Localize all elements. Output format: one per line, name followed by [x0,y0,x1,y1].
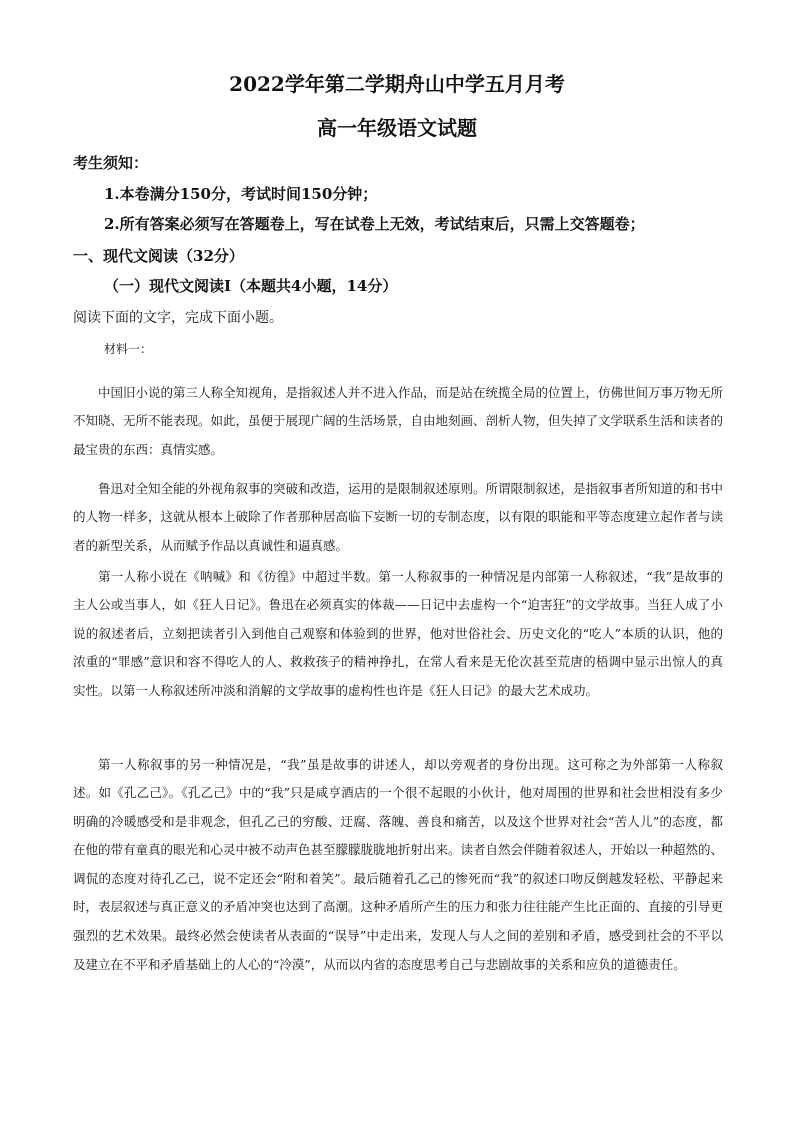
material-paragraph: 鲁迅对全知全能的外视角叙事的突破和改造，运用的是限制叙述原则。所谓限制叙述，是指叙事者所知道的和书中的人物一样多，这就从根本上破除了作者那种居高临下妄断一切的专制态度，以有限的职能和平等态度建立起作者与读者的新型关系，从而赋予作品以真诚性和逼真感。 [73,480,724,553]
reading-instruction: 阅读下面的文字，完成下面小题。 [73,310,283,326]
notice-heading: 考生须知： [73,154,149,172]
material-paragraph: 第一人称小说在《呐喊》和《彷徨》中超过半数。第一人称叙事的一种情况是内部第一人称叙述，“我”是故事的主人公或当事人，如《狂人日记》。鲁迅在必须真实的体裁——日记中去虚构一个“迫害狂”的文学故事。当狂人成了小说的叙述者后，立刻把读者引入到他自己观察和体验到的世界，他对世俗社会、历史文化的“吃人”本质的认识，他的浓重的“罪感”意识和容不得吃人的人、救救孩子的精神挣扎，在常人看来是无伦次甚至荒唐的梧调中显示出惊人的真实性。以第一人称叙述所冲淡和消解的文学故事的虚构性也许是《狂人日记》的最大艺术成功。 [73,568,723,698]
section-heading: 一、现代文阅读（32分） [73,247,244,265]
exam-subtitle: 高一年级语文试题 [317,116,477,140]
material-label: 材料一： [104,342,153,356]
notice-item: 1.本卷满分150分，考试时间150分钟； [104,185,378,203]
material-paragraph: 第一人称叙事的另一种情况是，“我”虽是故事的讲述人，却以旁观者的身份出现。这可称之为外部第一人称叙述。如《孔乙己》。《孔乙己》中的“我”只是咸亨酒店的一个很不起眼的小伙计，他对周围的世界和社会世相没有多少明确的冷暖感受和是非观念，但孔乙己的穷酸、迂腐、落魄、善良和痛苦，以及这个世界对社会“苦人儿”的态度，都在他的带有童真的眼光和心灵中被不动声色甚至朦朦胧胧地折射出来。读者自然会伴随着叙述人，开始以一种超然的、调侃的态度对待孔乙己，说不定还会“附和着笑”。最后随着孔乙己的惨死而“我”的叙述口吻反倒越发轻松、平静起来时，表层叙述与真正意义的矛盾冲突也达到了高潮。这种矛盾所产生的压力和张力往往能产生比正面的、直接的引导更强烈的艺术效果。最终必然会使读者从表面的“误导”中走出来，发现人与人之间的差别和矛盾，感受到社会的不平以及建立在不平和矛盾基础上的人心的“冷漠”，从而以内省的态度思考自己与悲剧故事的关系和应负的道德责任。 [73,756,724,972]
notice-item: 2.所有答案必须写在答题卷上，写在试卷上无效，考试结束后，只需上交答题卷； [104,215,645,233]
subsection-heading: （一）现代文阅读Ⅰ（本题共4小题，14分） [104,277,398,295]
exam-title: 2022学年第二学期舟山中学五月月考 [229,72,565,96]
material-paragraph: 中国旧小说的第三人称全知视角，是指叙述人并不进入作品，而是站在统揽全局的位置上，仿佛世间万事万物无所不知晓、无所不能表现。如此，虽便于展现广阔的生活场景，自由地刻画、剖析人物，但失掉了文学联系生活和读者的最宝贵的东西：真情实感。 [73,384,724,457]
